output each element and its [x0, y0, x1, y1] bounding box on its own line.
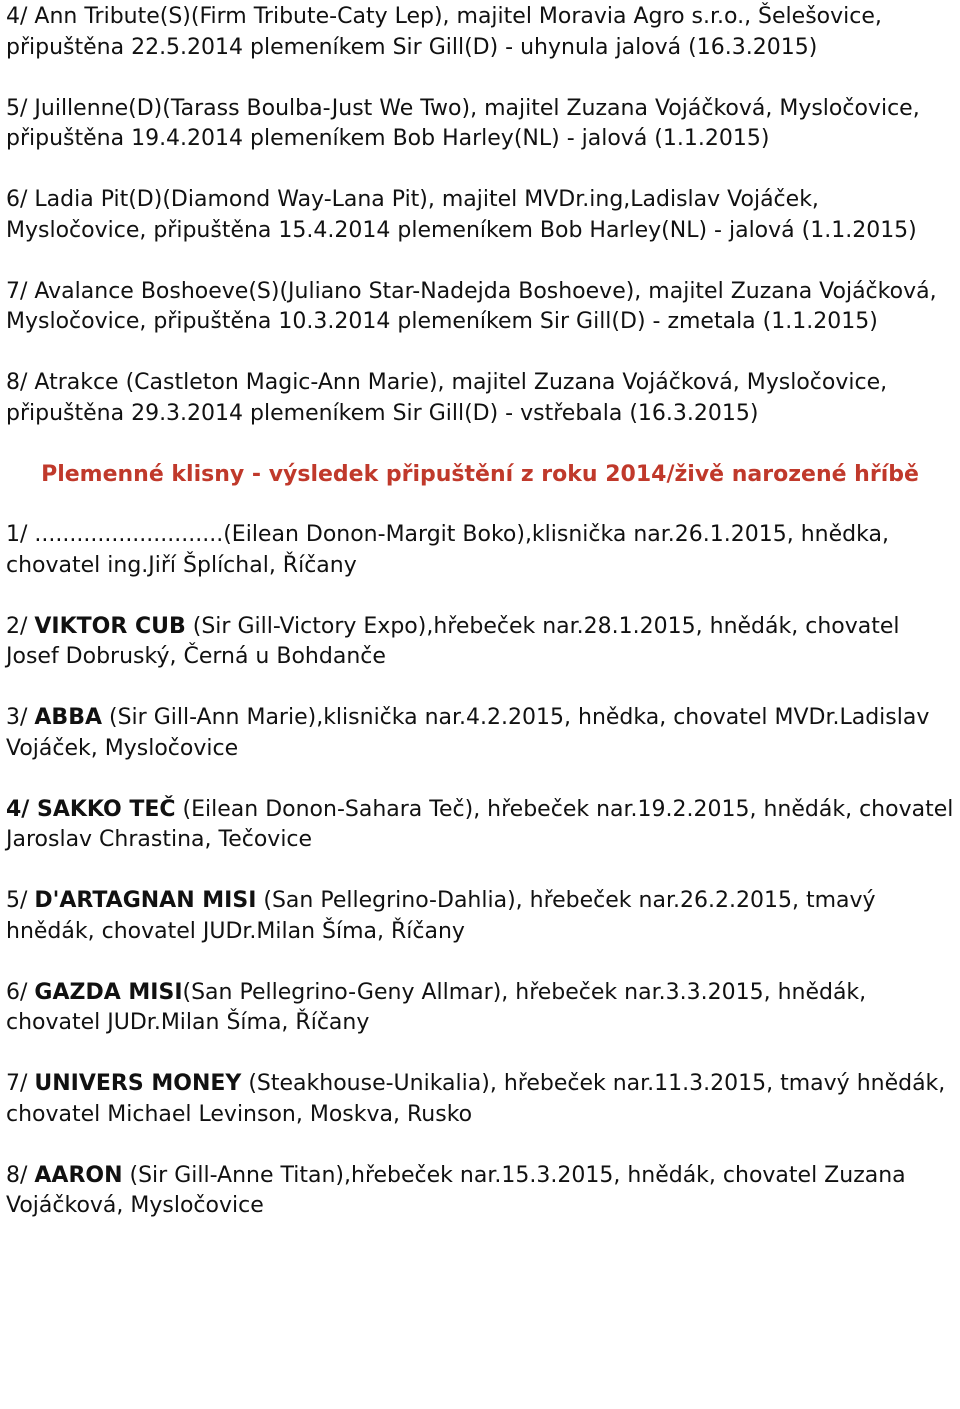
foal-name: AARON	[34, 1162, 123, 1188]
foal-number: 7/	[6, 1071, 35, 1096]
foal-details: (Eilean Donon-Sahara Teč), hřebeček nar.19.2.2015, hnědák, chovatel Jaroslav Chrastina, Tečovice	[6, 796, 954, 852]
section-heading	[6, 460, 954, 491]
mare-entry-5: 5/ Juillenne(D)(Tarass Boulba-Just We Two), majitel Zuzana Vojáčková, Mysločovice, připuštěna 19.4.2014 plemeníkem Bob Harley(NL) - jalová (1.1.2015)	[6, 95, 920, 151]
foal-number: 8/	[6, 1162, 35, 1188]
mare-entry-8: 8/ Atrakce (Castleton Magic-Ann Marie), majitel Zuzana Vojáčková, Mysločovice, připuštěna 29.3.2014 plemeníkem Sir Gill(D) - vstřebala (16.3.2015)	[6, 370, 888, 426]
mare-entry-4: 4/ Ann Tribute(S)(Firm Tribute-Caty Lep), majitel Moravia Agro s.r.o., Šelešovice, připuštěna 22.5.2014 plemeníkem Sir Gill(D) - uhynula jalová (16.3.2015)	[6, 4, 882, 60]
foal-details: (Sir Gill-Anne Titan),hřebeček nar.15.3.2015, hnědák, chovatel Zuzana Vojáčková, Mysločovice	[6, 1162, 906, 1218]
foal-name: SAKKO TEČ	[37, 796, 176, 822]
foal-entry-5	[6, 886, 954, 947]
foal-entry-1	[6, 520, 954, 581]
foal-details: (San Pellegrino-Geny Allmar), hřebeček nar.3.3.2015, hnědák, chovatel JUDr.Milan Šíma, Říčany	[6, 979, 867, 1035]
mare-entry-7: 7/ Avalance Boshoeve(S)(Juliano Star-Nadejda Boshoeve), majitel Zuzana Vojáčková, Mysločovice, připuštěna 10.3.2014 plemeníkem Sir Gill(D) - zmetala (1.1.2015)	[6, 278, 937, 334]
foal-number: 3/	[6, 705, 35, 730]
foal-details: ...........................(Eilean Donon-Margit Boko),klisnička nar.26.1.2015, hnědka, chovatel ing.Jiří Šplíchal, Říčany	[6, 522, 889, 578]
foal-number: 4/	[6, 796, 38, 822]
foal-number: 6/	[6, 979, 35, 1005]
foal-number: 5/	[6, 888, 35, 913]
heading-part-1: Plemenné klisny -	[41, 461, 269, 487]
foal-entry-7	[6, 1069, 954, 1130]
foal-entry-2	[6, 612, 954, 673]
heading-part-2: výsledek připuštění z roku 2014/živě narozené hříbě	[268, 461, 919, 487]
foal-name: VIKTOR CUB	[34, 613, 186, 639]
foal-entry-8	[6, 1161, 954, 1222]
foal-details: (Sir Gill-Victory Expo),hřebeček nar.28.1.2015, hnědák, chovatel Josef Dobruský, Černá u Bohdanče	[6, 613, 900, 669]
foal-name: UNIVERS MONEY	[34, 1071, 242, 1096]
foal-name: D'ARTAGNAN MISI	[34, 888, 257, 913]
foal-number: 2/	[6, 613, 35, 639]
foal-details: (Steakhouse-Unikalia), hřebeček nar.11.3.2015, tmavý hnědák, chovatel Michael Levinson, Moskva, Rusko	[6, 1071, 946, 1127]
mare-entry-6: 6/ Ladia Pit(D)(Diamond Way-Lana Pit), majitel MVDr.ing,Ladislav Vojáček, Mysločovice, připuštěna 15.4.2014 plemeníkem Bob Harley(NL) - jalová (1.1.2015)	[6, 187, 917, 243]
foal-details: (Sir Gill-Ann Marie),klisnička nar.4.2.2015, hnědka, chovatel MVDr.Ladislav Vojáček, Mysločovice	[6, 705, 930, 761]
foal-entry-3	[6, 703, 954, 764]
foal-entry-4	[6, 795, 954, 856]
foal-details: (San Pellegrino-Dahlia), hřebeček nar.26.2.2015, tmavý hnědák, chovatel JUDr.Milan Šíma, Říčany	[6, 888, 876, 944]
foal-entry-6	[6, 978, 954, 1039]
foal-name: GAZDA MISI	[34, 979, 183, 1005]
foal-name: ABBA	[34, 705, 102, 730]
foal-number: 1/	[6, 522, 35, 547]
